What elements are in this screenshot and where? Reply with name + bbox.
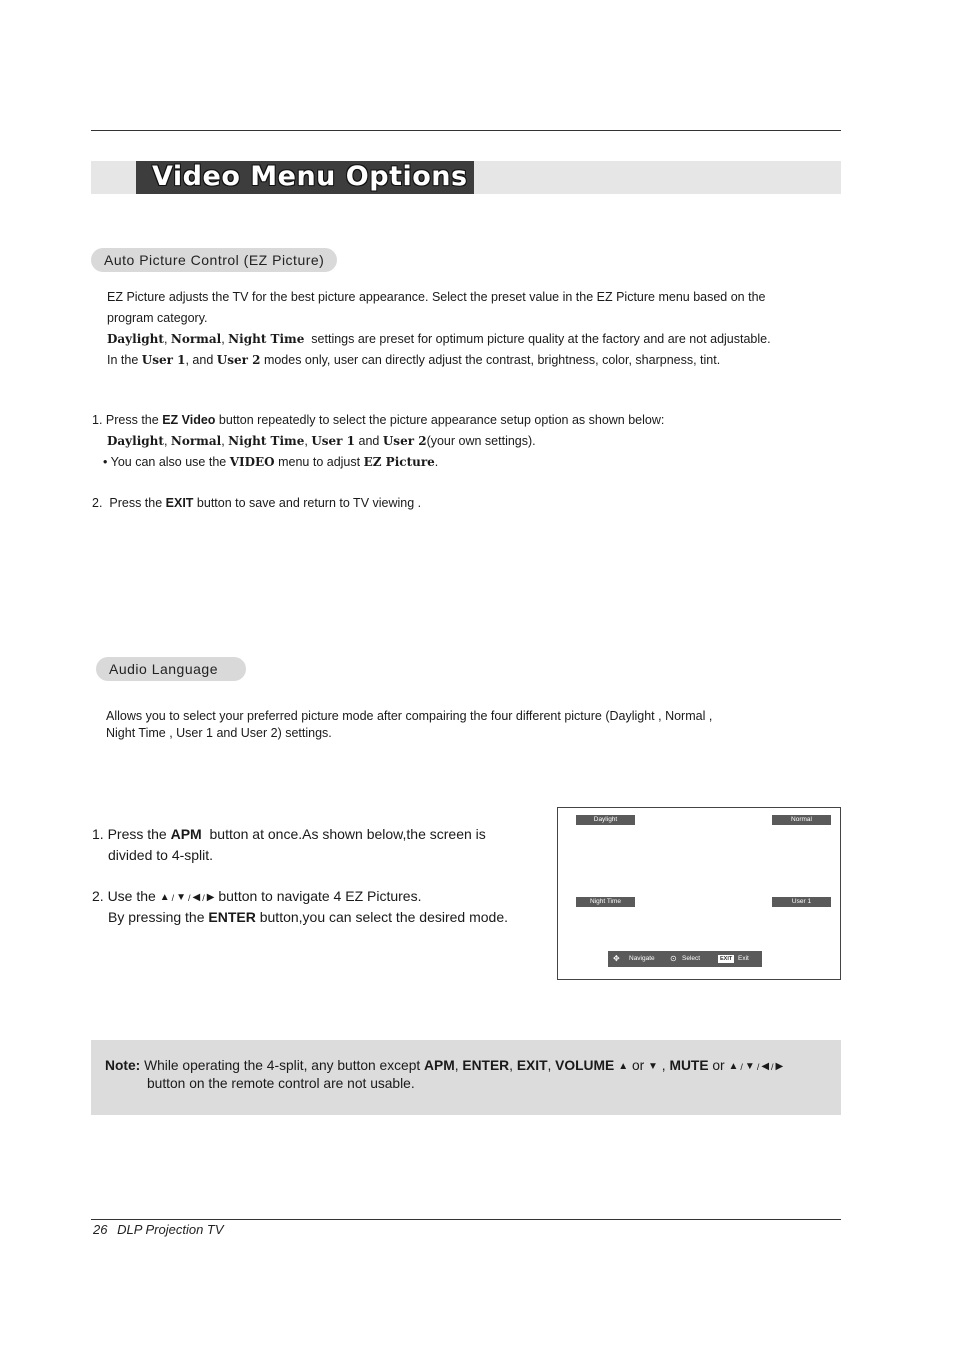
step2 <box>92 493 421 514</box>
slash-separator: / <box>188 893 191 903</box>
step1-line2 <box>107 431 536 452</box>
comma: , <box>547 1058 556 1073</box>
term-night-time: Night Time <box>228 434 305 448</box>
quadrant-label-night-time: Night Time <box>576 897 635 907</box>
bullet-mid: menu to adjust <box>274 455 364 469</box>
section-heading-ez-picture: Auto Picture Control (EZ Picture) <box>91 248 337 272</box>
triangle-right-icon: ▶ <box>206 892 215 903</box>
para3-rest: modes only, user can directly adjust the contrast, brightness, color, sharpness, tint. <box>260 353 721 367</box>
and-text: and <box>355 434 383 448</box>
apm-step1-pre: 1. Press the <box>92 826 171 842</box>
step1-rest: button repeatedly to select the picture appearance setup option as shown below: <box>215 413 665 427</box>
four-split-screen <box>557 807 841 980</box>
exit-key: EXIT <box>516 1058 548 1073</box>
comma: , <box>221 332 229 346</box>
exit-key-icon: EXIT <box>720 956 733 962</box>
para1-line2: program category. <box>107 311 208 325</box>
page-number: 26 <box>93 1222 108 1237</box>
mute-key: MUTE <box>669 1058 709 1073</box>
ez-picture-term: EZ Picture <box>363 455 435 469</box>
slash-separator: / <box>771 1062 774 1072</box>
desc-line1: Allows you to select your preferred picture mode after compairing the four different picture (Daylight , Normal , <box>106 709 713 723</box>
triangle-up-icon: ▲ <box>618 1061 629 1072</box>
para3-pre: In the <box>107 353 142 367</box>
footer <box>93 1220 224 1240</box>
comma: , <box>163 332 171 346</box>
video-key: VIDEO <box>229 455 275 469</box>
note-line2: button on the remote control are not usable. <box>147 1076 415 1091</box>
select-icon: ⊙ <box>670 954 677 963</box>
triangle-right-icon: ▶ <box>775 1061 784 1072</box>
triangle-up-icon: ▲ <box>728 1061 739 1072</box>
apm-step2-line2-pre: By pressing the <box>108 909 209 925</box>
triangle-down-icon: ▼ <box>648 1061 658 1072</box>
navigate-label: Navigate <box>629 955 655 962</box>
desc-line2: Night Time , User 1 and User 2) settings. <box>106 726 332 740</box>
quadrant-label-user1: User 1 <box>772 897 831 907</box>
term-daylight: Daylight <box>107 332 164 346</box>
term-user2: User 2 <box>382 434 427 448</box>
slash-separator: / <box>171 893 175 903</box>
para3 <box>107 350 720 371</box>
navigate-arrows-icon: ✥ <box>613 954 620 963</box>
para1-line1: EZ Picture adjusts the TV for the best picture appearance. Select the preset value in the EZ Picture menu based on the <box>107 290 766 304</box>
or-text: or <box>628 1058 649 1073</box>
apm-step1-line1 <box>92 824 486 845</box>
apm-step2-rest: button to navigate 4 EZ Pictures. <box>214 888 422 904</box>
comma: , <box>163 434 171 448</box>
slash-separator: / <box>756 1062 760 1072</box>
apm-step1-line2: divided to 4-split. <box>108 847 214 863</box>
comma: , <box>454 1058 463 1073</box>
step1-bullet <box>103 452 438 473</box>
top-rule <box>91 130 841 131</box>
note-pre: While operating the 4-split, any button except <box>140 1058 425 1073</box>
term-normal: Normal <box>170 434 222 448</box>
apm-step2-line2 <box>108 907 508 928</box>
exit-label: Exit <box>738 955 749 962</box>
apm-step2-line2-rest: button,you can select the desired mode. <box>255 909 509 925</box>
comma: , <box>221 434 229 448</box>
osd-nav-bar <box>608 951 762 967</box>
apm-step2-pre: 2. Use the <box>92 888 160 904</box>
triangle-down-icon: ▼ <box>176 892 187 903</box>
triangle-up-icon: ▲ <box>159 892 170 903</box>
step2-rest: button to save and return to TV viewing . <box>193 496 422 510</box>
apm-key: APM <box>170 826 202 842</box>
enter-key: ENTER <box>462 1058 510 1073</box>
term-user1: User 1 <box>141 353 186 367</box>
triangle-down-icon: ▼ <box>744 1061 755 1072</box>
para2-rest: settings are preset for optimum picture quality at the factory and are not adjustable. <box>304 332 771 346</box>
apm-step1-rest: button at once.As shown below,the screen is <box>201 826 486 842</box>
triangle-left-icon: ◀ <box>192 892 201 903</box>
step2-pre: 2. Press the <box>92 496 166 510</box>
term-user2: User 2 <box>216 353 261 367</box>
term-night-time: Night Time <box>228 332 305 346</box>
section-heading-audio-language: Audio Language <box>96 657 246 681</box>
comma: , <box>509 1058 517 1073</box>
volume-key: VOLUME <box>555 1058 615 1073</box>
term-normal: Normal <box>170 332 222 346</box>
footer-title: DLP Projection TV <box>117 1222 224 1237</box>
step1-line1 <box>92 410 664 431</box>
note-label: Note: <box>105 1058 141 1073</box>
own-settings: (your own settings). <box>426 434 536 448</box>
comma: , <box>657 1058 670 1073</box>
step1-pre: 1. Press the <box>92 413 163 427</box>
triangle-left-icon: ◀ <box>761 1061 770 1072</box>
enter-key: ENTER <box>208 909 256 925</box>
quadrant-label-normal: Normal <box>772 815 831 825</box>
or-text: or <box>708 1058 729 1073</box>
bullet-end: . <box>434 455 439 469</box>
select-label: Select <box>682 955 701 962</box>
comma: , <box>304 434 312 448</box>
exit-key: EXIT <box>165 496 194 510</box>
term-user1: User 1 <box>311 434 356 448</box>
ez-video-key: EZ Video <box>162 413 216 427</box>
quadrant-label-daylight: Daylight <box>576 815 635 825</box>
para2 <box>107 329 771 350</box>
page-title: Video Menu Options <box>152 161 468 192</box>
para3-mid: , and <box>185 353 217 367</box>
bullet-pre: • You can also use the <box>103 455 230 469</box>
term-daylight: Daylight <box>107 434 164 448</box>
apm-step2-line1 <box>92 886 421 909</box>
apm-key: APM <box>424 1058 455 1073</box>
slash-separator: / <box>202 893 205 903</box>
slash-separator: / <box>740 1062 743 1072</box>
